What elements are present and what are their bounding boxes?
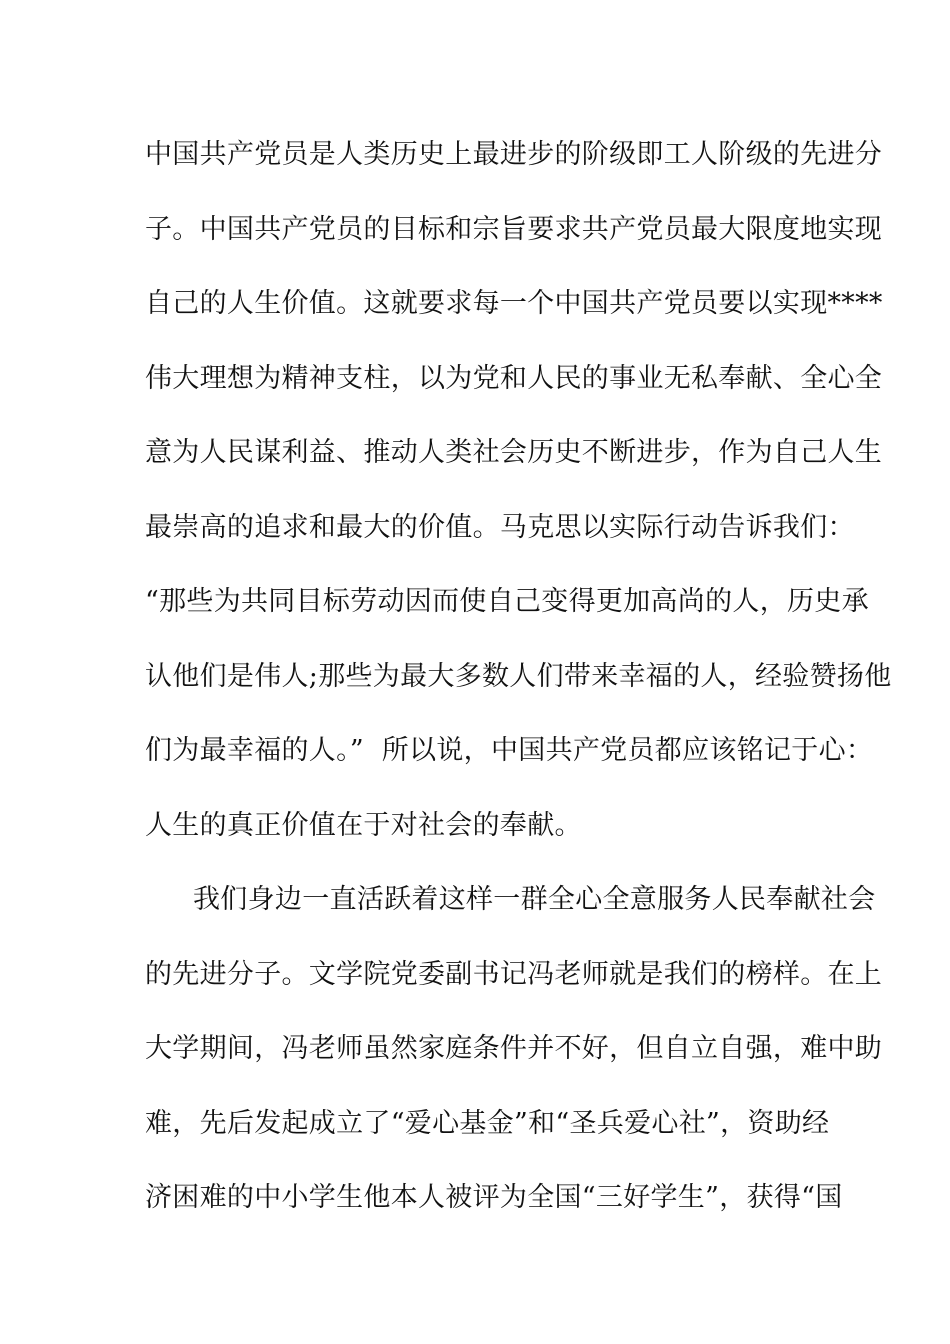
text-line-1: 中国共产党员是人类历史上最进步的阶级即工人阶级的先进分 — [145, 139, 883, 170]
paragraph-2-line-1: 我们身边一直活跃着这样一群全心全意服务人民奉献社会 — [193, 884, 876, 915]
paragraph-2-line-5: 济困难的中小学生他本人被评为全国“三好学生”，获得“国 — [145, 1182, 843, 1213]
text-line-6: 最崇高的追求和最大的价值。马克思以实际行动告诉我们： — [145, 511, 855, 543]
text-line-9: 们为最幸福的人。” 所以说，中国共产党员都应该铭记于心： — [145, 735, 874, 766]
text-line-3: 自己的人生价值。这就要求每一个中国共产党员要以实现**** — [145, 288, 883, 319]
document-body — [145, 118, 892, 1236]
paragraph-2-line-3: 大学期间，冯老师虽然家庭条件并不好，但自立自强，难中助 — [145, 1033, 883, 1064]
paragraph-2-line-2: 的先进分子。文学院党委副书记冯老师就是我们的榜样。在上 — [145, 958, 883, 990]
paragraph-2-line-4: 难，先后发起成立了“爱心基金”和“圣兵爱心社”，资助经 — [145, 1107, 830, 1139]
text-line-5: 意为人民谋利益、推动人类社会历史不断进步，作为自己人生 — [145, 437, 883, 468]
text-line-7: “那些为共同目标劳动因而使自己变得更加高尚的人，历史承 — [145, 586, 869, 617]
text-line-8: 认他们是伟人;那些为最大多数人们带来幸福的人，经验赞扬他 — [145, 660, 892, 692]
text-line-2: 子。中国共产党员的目标和宗旨要求共产党员最大限度地实现 — [145, 213, 883, 245]
text-line-4: 伟大理想为精神支柱，以为党和人民的事业无私奉献、全心全 — [145, 362, 883, 394]
text-line-10: 人生的真正价值在于对社会的奉献。 — [145, 809, 582, 841]
